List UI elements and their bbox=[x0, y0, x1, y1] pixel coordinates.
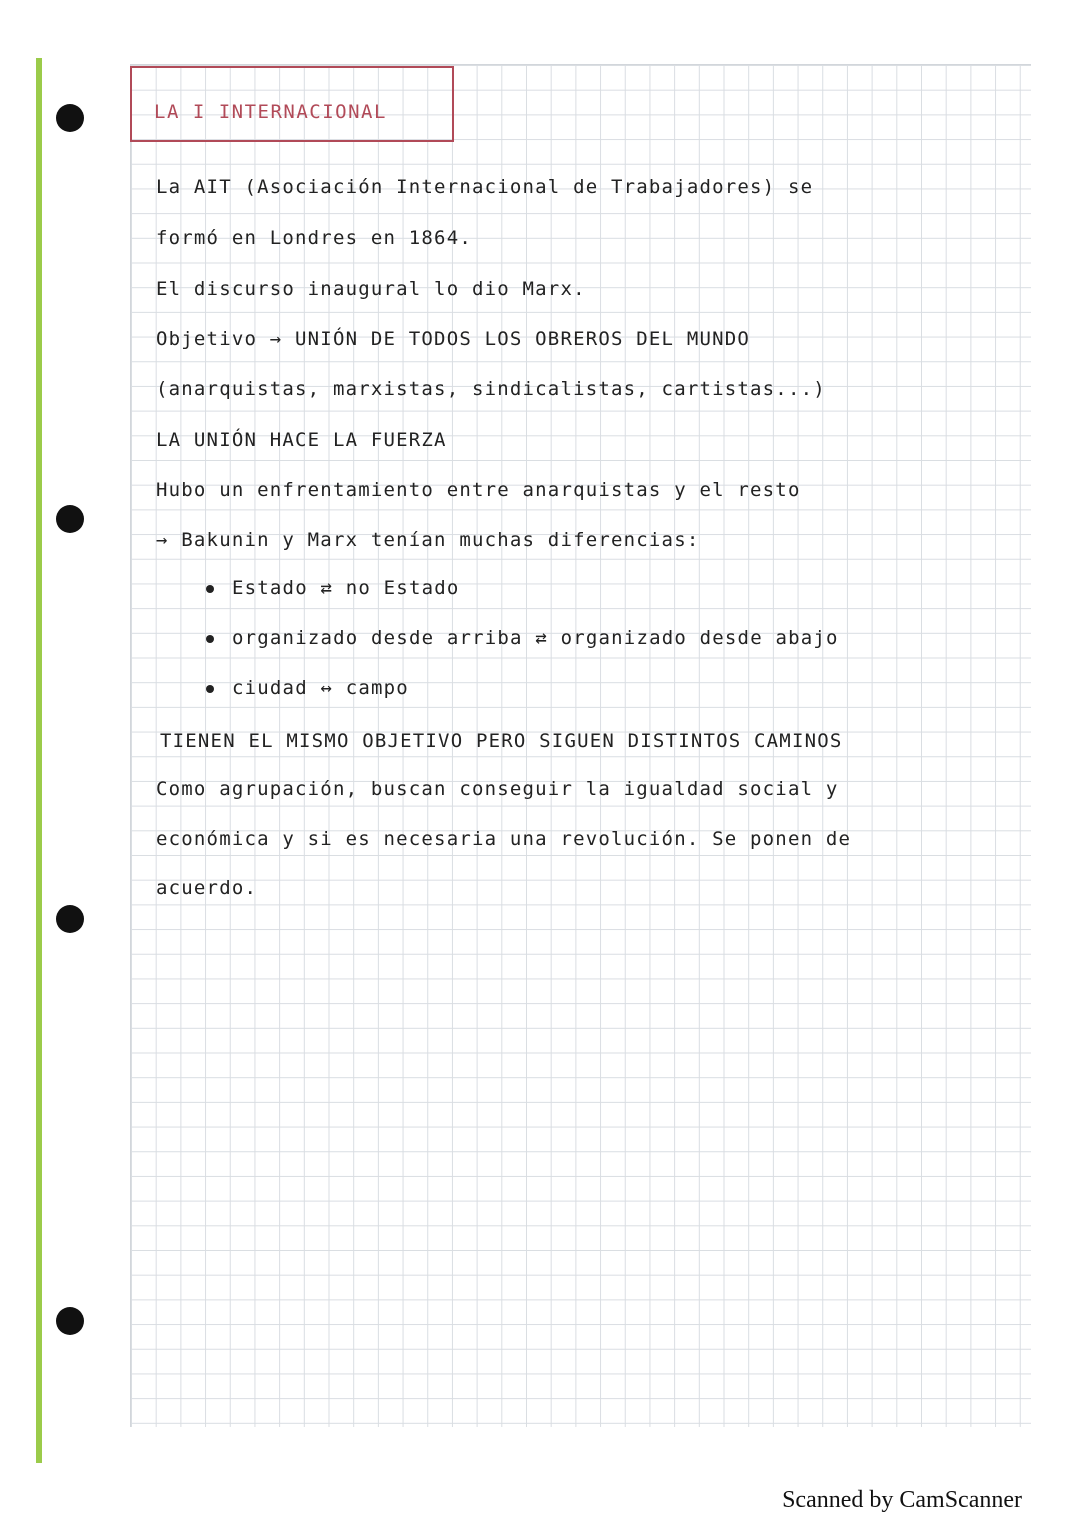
bullet-item: organizado desde arriba ⇄ organizado desde abajo bbox=[232, 627, 839, 649]
margin-line bbox=[36, 58, 42, 1463]
bullet-item: Estado ⇄ no Estado bbox=[232, 577, 460, 599]
text-line: Como agrupación, buscan conseguir la igualdad social y bbox=[156, 778, 839, 800]
text-line: → Bakunin y Marx tenían muchas diferencias: bbox=[156, 529, 700, 551]
bullet-dot bbox=[206, 585, 214, 593]
bullet-dot bbox=[206, 635, 214, 643]
page-title: LA I INTERNACIONAL bbox=[154, 101, 387, 123]
text-line: (anarquistas, marxistas, sindicalistas, cartistas...) bbox=[156, 378, 826, 400]
binder-hole bbox=[56, 1307, 84, 1335]
text-line: Hubo un enfrentamiento entre anarquistas y el resto bbox=[156, 479, 801, 501]
bullet-item: ciudad ↔ campo bbox=[232, 677, 409, 699]
text-line: El discurso inaugural lo dio Marx. bbox=[156, 278, 586, 300]
text-line: LA UNIÓN HACE LA FUERZA bbox=[156, 429, 447, 451]
text-line: La AIT (Asociación Internacional de Trabajadores) se bbox=[156, 176, 814, 198]
text-line: económica y si es necesaria una revolución. Se ponen de bbox=[156, 828, 852, 850]
binder-hole bbox=[56, 505, 84, 533]
text-line: formó en Londres en 1864. bbox=[156, 227, 472, 249]
text-line: Objetivo → UNIÓN DE TODOS LOS OBREROS DEL MUNDO bbox=[156, 328, 751, 350]
text-line: acuerdo. bbox=[156, 877, 258, 899]
scanner-watermark: Scanned by CamScanner bbox=[782, 1487, 1022, 1513]
bullet-dot bbox=[206, 685, 214, 693]
binder-hole bbox=[56, 905, 84, 933]
text-line: TIENEN EL MISMO OBJETIVO PERO SIGUEN DISTINTOS CAMINOS bbox=[160, 730, 843, 752]
binder-hole bbox=[56, 104, 84, 132]
